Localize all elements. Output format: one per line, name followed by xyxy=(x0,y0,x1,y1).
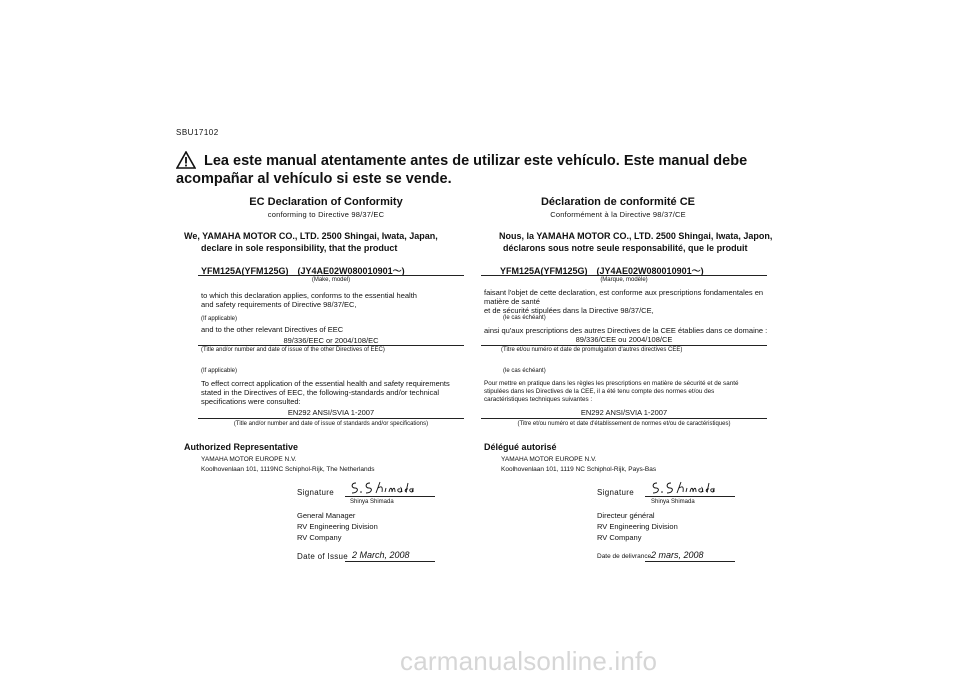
directives-caption: (Titre et/ou numéro et date de promulgation d'autres directives CEE) xyxy=(501,347,683,353)
authorized-representative-heading: Délégué autorisé xyxy=(484,442,557,452)
other-directives-text: ainsi qu'aux prescriptions des autres Directives de la CEE établies dans ce domaine : xyxy=(484,326,768,335)
standards-line-2: stipulées dans les Directives de la CEE, il a été tenu compte des normes et/ou des xyxy=(484,388,715,395)
signer-company: RV Company xyxy=(597,533,642,542)
ec-declaration-title: EC Declaration of Conformity xyxy=(249,196,403,208)
ce-declaration-title: Déclaration de conformité CE xyxy=(540,196,696,208)
if-applicable-label: (le cas échéant) xyxy=(503,368,546,374)
document-code: SBU17102 xyxy=(176,128,219,137)
standards-line-3: specifications were consulted: xyxy=(201,397,301,406)
if-applicable-label: (If applicable) xyxy=(201,316,238,322)
model-caption: (Marque, modèle) xyxy=(600,277,648,283)
declaration-line-1: We, YAMAHA MOTOR CO., LTD. 2500 Shingai, Iwata, Japan, xyxy=(184,231,438,241)
standards-line-2: stated in the Directives of EEC, the following-standards and/or technical xyxy=(201,388,440,397)
signer-title: General Manager xyxy=(297,511,356,520)
ce-declaration-subtitle: Conformément à la Directive 98/37/CE xyxy=(550,210,686,219)
signature-underline xyxy=(645,496,735,497)
standards-line-1: Pour mettre en pratique dans les règles les prescriptions en matière de sécurité et de santé xyxy=(484,380,739,387)
conform-line-3: et de sécurité stipulées dans la Directive 98/37/CE, xyxy=(484,306,654,315)
directives-value: 89/336/CEE ou 2004/108/CE xyxy=(575,335,673,344)
conform-line-2: matière de santé xyxy=(484,297,540,306)
signature-underline xyxy=(345,496,435,497)
ec-declaration-subtitle: conforming to Directive 98/37/EC xyxy=(267,210,385,219)
product-model: YFM125A(YFM125G) (JY4AE02W080010901～) xyxy=(201,266,405,276)
model-underline xyxy=(481,275,767,276)
standard-value: EN292 ANSI/SVIA 1-2007 xyxy=(287,408,375,417)
warning-text: Lea este manual atentamente antes de utilizar este vehículo. Este manual debe acompañar al vehículo si este se vende. xyxy=(176,153,748,187)
model-caption: (Make, model) xyxy=(311,277,351,283)
signer-title: Directeur général xyxy=(597,511,655,520)
date-of-issue-label: Date of Issue xyxy=(297,552,349,561)
conform-line-1: faisant l'objet de cette declaration, est conforme aux prescriptions fondamentales en xyxy=(484,288,764,297)
site-watermark: carmanualsonline.info xyxy=(400,646,658,676)
signer-name: Shinya Shimada xyxy=(350,499,394,505)
directives-caption: (Title and/or number and date of issue of the other Directives of EEC) xyxy=(201,347,385,353)
signer-name: Shinya Shimada xyxy=(651,499,695,505)
directives-value: 89/336/EEC or 2004/108/EC xyxy=(283,336,379,345)
signer-division: RV Engineering Division xyxy=(297,522,378,531)
standard-value: EN292 ANSI/SVIA 1-2007 xyxy=(580,408,668,417)
representative-name: YAMAHA MOTOR EUROPE N.V. xyxy=(501,456,597,463)
handwritten-signature xyxy=(649,480,719,496)
date-of-issue-value: 2 mars, 2008 xyxy=(651,550,704,560)
date-underline xyxy=(345,561,435,562)
other-directives-text: and to the other relevant Directives of EEC xyxy=(201,325,344,334)
standard-underline xyxy=(481,418,767,419)
standard-underline xyxy=(198,418,464,419)
product-model: YFM125A(YFM125G) (JY4AE02W080010901～) xyxy=(500,266,704,276)
model-underline xyxy=(198,275,464,276)
declaration-line-2: déclarons sous notre seule responsabilité, que le produit xyxy=(503,243,748,253)
if-applicable-label: (le cas échéant) xyxy=(503,315,546,321)
directives-underline xyxy=(198,345,464,346)
signature-label: Signature xyxy=(597,488,634,497)
handwritten-signature xyxy=(348,480,418,496)
standard-caption: (Title and/or number and date of issue of standards and/or specifications) xyxy=(233,421,429,427)
standards-line-3: caractéristiques techniques suivantes : xyxy=(484,396,593,403)
declaration-line-1: Nous, la YAMAHA MOTOR CO., LTD. 2500 Shingai, Iwata, Japon, xyxy=(499,231,773,241)
date-of-issue-value: 2 March, 2008 xyxy=(352,550,410,560)
date-underline xyxy=(645,561,735,562)
date-of-issue-label: Date de delivrance xyxy=(597,553,652,560)
representative-name: YAMAHA MOTOR EUROPE N.V. xyxy=(201,456,297,463)
if-applicable-label: (If applicable) xyxy=(201,368,238,374)
conform-line-1: to which this declaration applies, conforms to the essential health xyxy=(201,291,417,300)
signature-label: Signature xyxy=(297,488,334,497)
standards-line-1: To effect correct application of the essential health and safety requirements xyxy=(201,379,450,388)
conform-line-2: and safety requirements of Directive 98/37/EC, xyxy=(201,300,357,309)
declaration-line-2: declare in sole responsibility, that the product xyxy=(201,243,398,253)
signer-division: RV Engineering Division xyxy=(597,522,678,531)
standard-caption: (Titre et/ou numéro et date d'établissement de normes et/ou de caractéristiques) xyxy=(517,421,731,427)
authorized-representative-heading: Authorized Representative xyxy=(184,442,299,452)
signer-company: RV Company xyxy=(297,533,342,542)
representative-address: Koolhovenlaan 101, 1119NC Schiphol-Rijk, The Netherlands xyxy=(201,466,375,473)
representative-address: Koolhovenlaan 101, 1119 NC Schiphol-Rijk, Pays-Bas xyxy=(501,466,657,473)
directives-underline xyxy=(481,345,767,346)
